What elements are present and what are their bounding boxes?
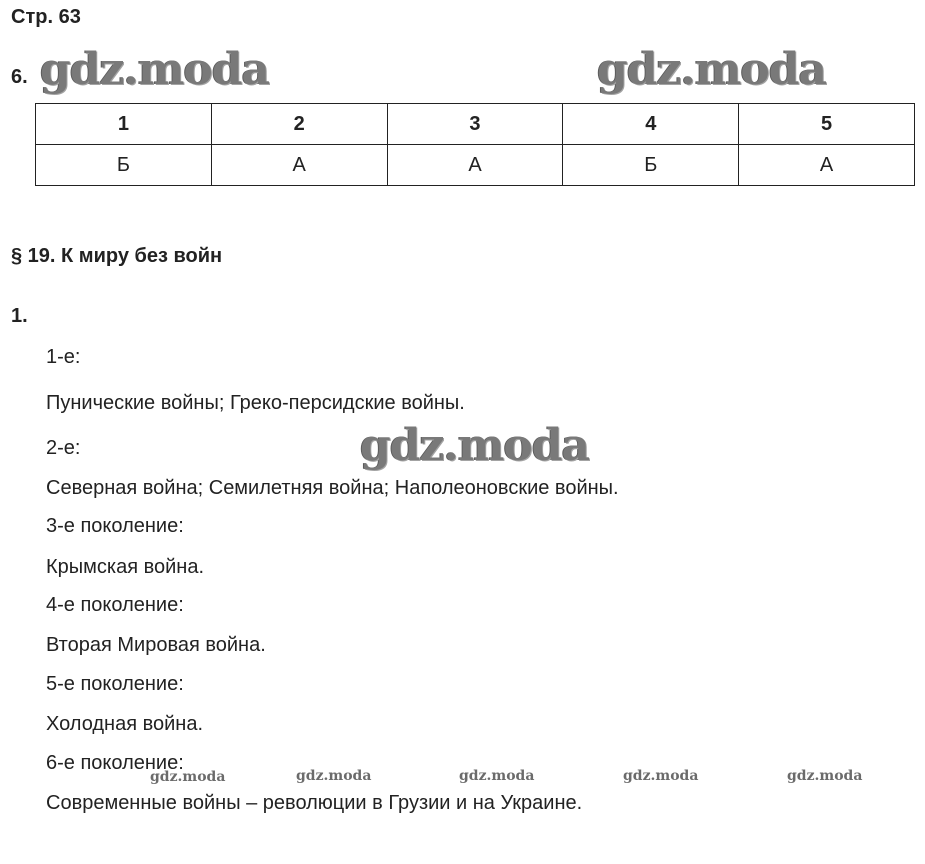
table-header-cell: 5 bbox=[739, 104, 915, 145]
watermark-small: gdz.moda bbox=[623, 768, 699, 784]
answer-line: Вторая Мировая война. bbox=[46, 634, 266, 656]
answer-line: 5-е поколение: bbox=[46, 673, 184, 695]
answer-line: 4-е поколение: bbox=[46, 594, 184, 616]
answer-line: Крымская война. bbox=[46, 556, 205, 578]
page-label: Стр. 63 bbox=[11, 6, 81, 28]
answer-line: 2-е: bbox=[46, 437, 81, 459]
watermark-logo: gdz.moda bbox=[40, 44, 270, 95]
answer-line: Холодная война. bbox=[46, 713, 204, 735]
answer-table-value-row bbox=[36, 145, 915, 186]
table-header-cell: 1 bbox=[36, 104, 212, 145]
table-cell: Б bbox=[563, 145, 739, 186]
table-cell: А bbox=[211, 145, 387, 186]
watermark-logo: gdz.moda bbox=[360, 420, 590, 471]
watermark-small: gdz.moda bbox=[296, 768, 372, 784]
table-header-cell: 2 bbox=[211, 104, 387, 145]
watermark-small: gdz.moda bbox=[459, 768, 535, 784]
table-cell: А bbox=[387, 145, 563, 186]
table-cell: А bbox=[739, 145, 915, 186]
task-6-number: 6. bbox=[11, 66, 28, 88]
answer-table bbox=[35, 103, 915, 186]
answer-line: 3-е поколение: bbox=[46, 515, 184, 537]
answer-line: Современные войны – революции в Грузии и на Украине. bbox=[46, 792, 583, 814]
answer-line: 1-е: bbox=[46, 346, 81, 368]
answer-line: Пунические войны; Греко-персидские войны. bbox=[46, 392, 465, 414]
section-title: § 19. К миру без войн bbox=[11, 245, 223, 267]
answer-line: 6-е поколение: bbox=[46, 752, 184, 774]
watermark-small: gdz.moda bbox=[787, 768, 863, 784]
table-header-cell: 4 bbox=[563, 104, 739, 145]
watermark-logo: gdz.moda bbox=[597, 44, 827, 95]
task-1-number: 1. bbox=[11, 305, 28, 327]
answer-line: Северная война; Семилетняя война; Наполеоновские войны. bbox=[46, 477, 619, 499]
table-cell: Б bbox=[36, 145, 212, 186]
table-header-cell: 3 bbox=[387, 104, 563, 145]
answer-table-header-row bbox=[36, 104, 915, 145]
watermark-small: gdz.moda bbox=[150, 769, 226, 785]
